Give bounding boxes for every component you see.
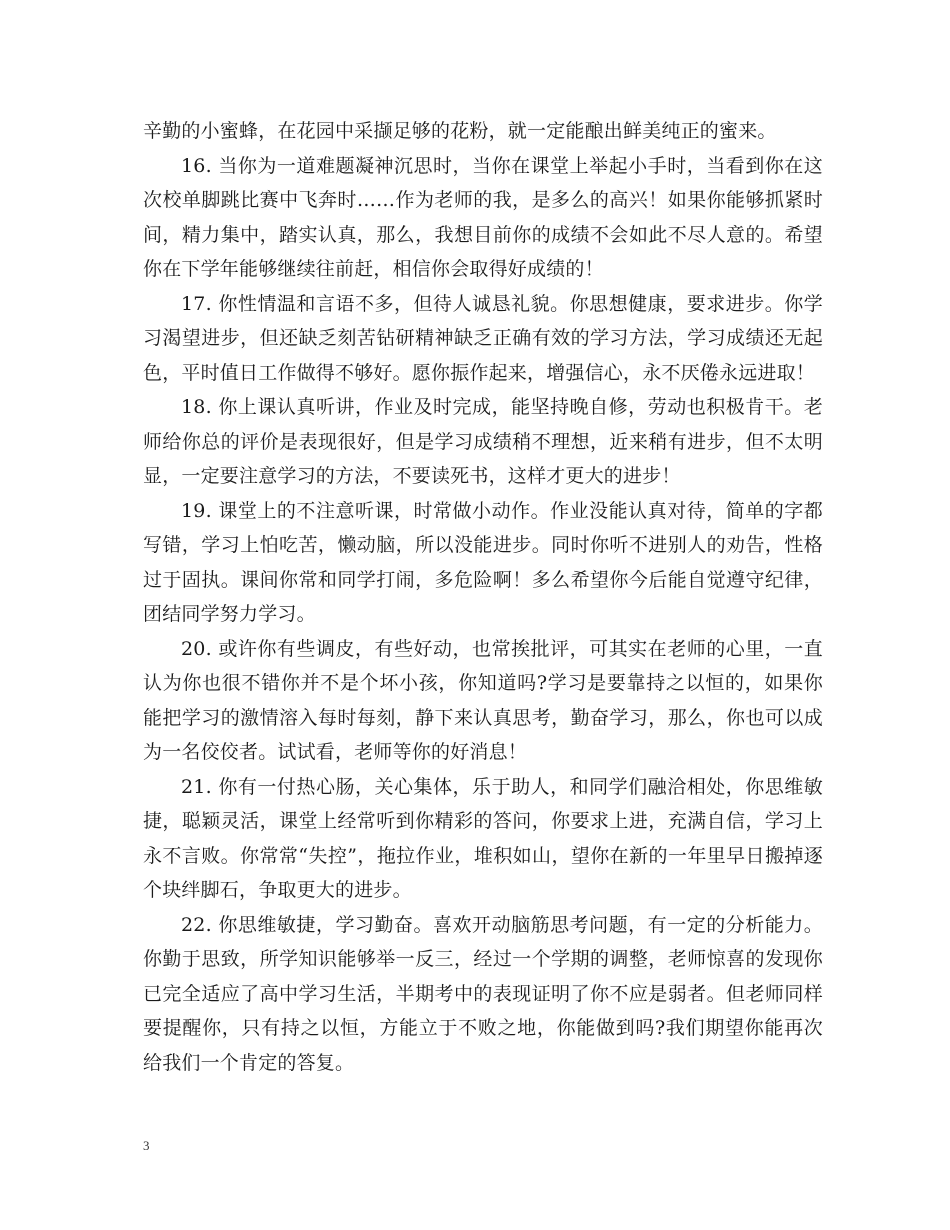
paragraph-17: 17. 你性情温和言语不多，但待人诚恳礼貌。你思想健康，要求进步。你学习渴望进步，但还缺乏刻苦钻研精神缺乏正确有效的学习方法，学习成绩还无起色，平时值日工作做得不够好。愿你振作起来，增强信心，永不厌倦永远进取！ (143, 292, 823, 384)
paragraph-16: 16. 当你为一道难题凝神沉思时，当你在课堂上举起小手时，当看到你在这次校单脚跳比赛中飞奔时……作为老师的我，是多么的高兴！如果你能够抓紧时间，精力集中，踏实认真，那么，我想目前你的成绩不会如此不尽人意的。希望你在下学年能够继续往前赶，相信你会取得好成绩的！ (143, 154, 823, 280)
paragraph-18: 18. 你上课认真听讲，作业及时完成，能坚持晚自修，劳动也积极肯干。老师给你总的评价是表现很好，但是学习成绩稍不理想，近来稍有进步，但不太明显，一定要注意学习的方法，不要读死书，这样才更大的进步！ (143, 396, 823, 487)
paragraph-continuation: 辛勤的小蜜蜂，在花园中采撷足够的花粉，就一定能酿出鲜美纯正的蜜来。 (143, 120, 777, 142)
paragraph-22: 22. 你思维敏捷，学习勤奋。喜欢开动脑筋思考问题，有一定的分析能力。你勤于思致，所学知识能够举一反三，经过一个学期的调整，老师惊喜的发现你已完全适应了高中学习生活，半期考中的表现证明了你不应是弱者。但老师同样要提醒你，只有持之以恒，方能立于不败之地，你能做到吗?我们期望你能再次给我们一个肯定的答复。 (143, 913, 823, 1074)
paragraph-21: 21. 你有一付热心肠，关心集体，乐于助人，和同学们融洽相处，你思维敏捷，聪颖灵活，课堂上经常听到你精彩的答问，你要求上进，充满自信，学习上永不言败。你常常“失控”，拖拉作业，堆积如山，望你在新的一年里早日搬掉逐个块绊脚石，争取更大的进步。 (143, 775, 823, 901)
paragraph-19: 19. 课堂上的不注意听课，时常做小动作。作业没能认真对待，简单的字都写错，学习上怕吃苦，懒动脑，所以没能进步。同时你听不进别人的劝告，性格过于固执。课间你常和同学打闹，多危险啊！多么希望你今后能自觉遵守纪律，团结同学努力学习。 (143, 499, 823, 625)
paragraph-20: 20. 或许你有些调皮，有些好动，也常挨批评，可其实在老师的心里，一直认为你也很不错你并不是个坏小孩，你知道吗?学习是要靠持之以恒的，如果你能把学习的激情溶入每时每刻，静下来认真思考，勤奋学习，那么，你也可以成为一名佼佼者。试试看，老师等你的好消息！ (143, 637, 823, 763)
document-body (143, 114, 823, 1080)
page-number: 3 (143, 1138, 150, 1153)
